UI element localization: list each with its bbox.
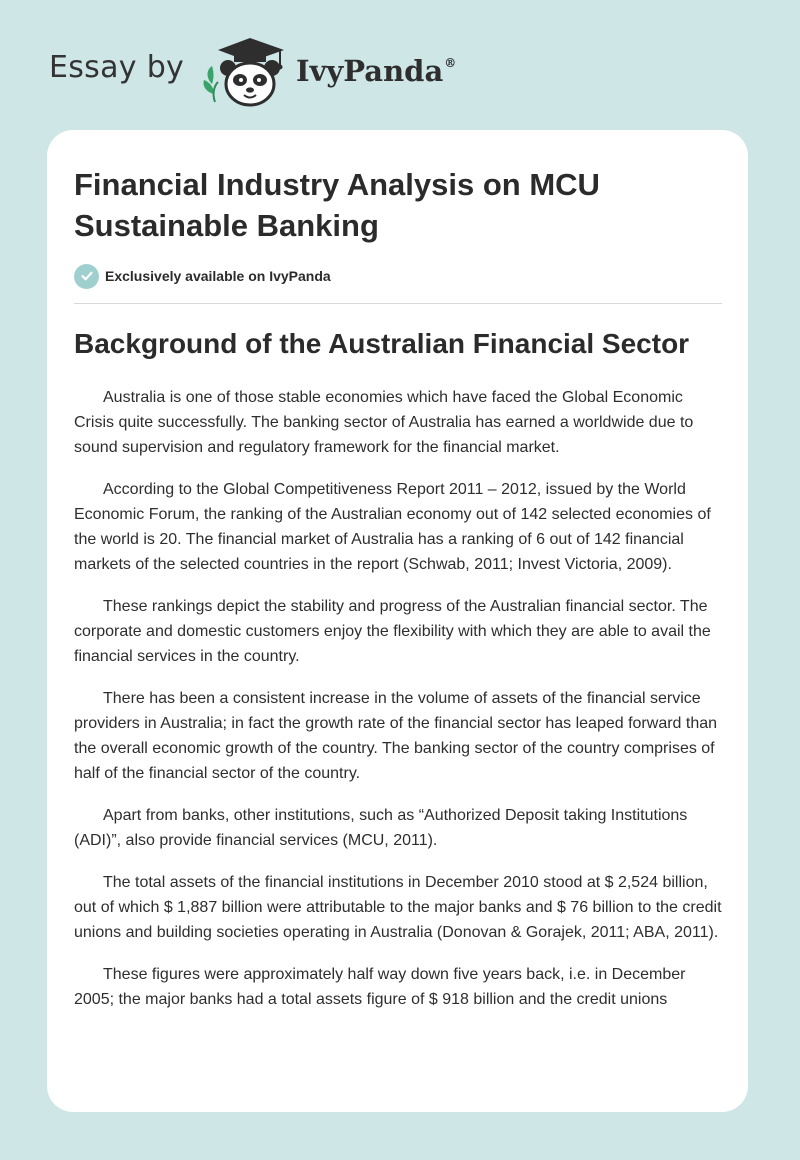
site-header bbox=[0, 0, 800, 130]
essay-card bbox=[47, 130, 748, 1112]
body-paragraph: Australia is one of those stable economies which have faced the Global Economic Crisis quite successfully. The banking sector of Australia has earned a worldwide due to sound supervision and regulatory framework for the financial market. bbox=[74, 389, 694, 456]
essay-by-label: Essay by bbox=[49, 50, 185, 85]
section-heading: Background of the Australian Financial Sector bbox=[74, 328, 690, 359]
body-paragraph: These rankings depict the stability and progress of the Australian financial sector. The corporate and domestic customers enjoy the flexibility with which they are able to avail the financial services in the country. bbox=[74, 598, 711, 665]
body-paragraph: There has been a consistent increase in the volume of assets of the financial service providers in Australia; in fact the growth rate of the financial sector has leaped forward than the overall economic growth of the country. The banking sector of the country comprises of half of the financial sector of the country. bbox=[74, 690, 718, 782]
exclusive-badge bbox=[74, 263, 331, 289]
body-paragraph: According to the Global Competitiveness Report 2011 – 2012, issued by the World Economic Forum, the ranking of the Australian economy out of 142 selected economies of the world is 20. The financial market of Australia has a ranking of 6 out of 142 financial markets of the selected countries in the report (Schwab, 2011; Invest Victoria, 2009). bbox=[74, 481, 711, 573]
check-icon bbox=[74, 264, 99, 289]
panda-graduate-icon[interactable] bbox=[200, 34, 292, 108]
brand-label: IvyPanda bbox=[296, 54, 444, 88]
registered-mark: ® bbox=[444, 56, 457, 70]
exclusive-label: Exclusively available on IvyPanda bbox=[105, 268, 331, 284]
body-paragraph: The total assets of the financial institutions in December 2010 stood at $ 2,524 billion, out of which $ 1,887 billion were attributable to the major banks and $ 76 billion to the credit unions and building societies operating in Australia (Donovan & Gorajek, 2011; ABA, 2011). bbox=[74, 874, 722, 941]
essay-body bbox=[74, 385, 724, 1029]
body-paragraph: Apart from banks, other institutions, such as “Authorized Deposit taking Institutions (ADI)”, also provide financial services (MCU, 2011). bbox=[74, 807, 688, 849]
title-divider bbox=[74, 303, 722, 304]
page-title: Financial Industry Analysis on MCU Sustainable Banking bbox=[74, 167, 600, 243]
body-paragraph: These figures were approximately half way down five years back, i.e. in December 2005; the major banks had a total assets figure of $ 918 billion and the credit unions bbox=[74, 966, 686, 1008]
brand-name[interactable] bbox=[296, 54, 456, 88]
